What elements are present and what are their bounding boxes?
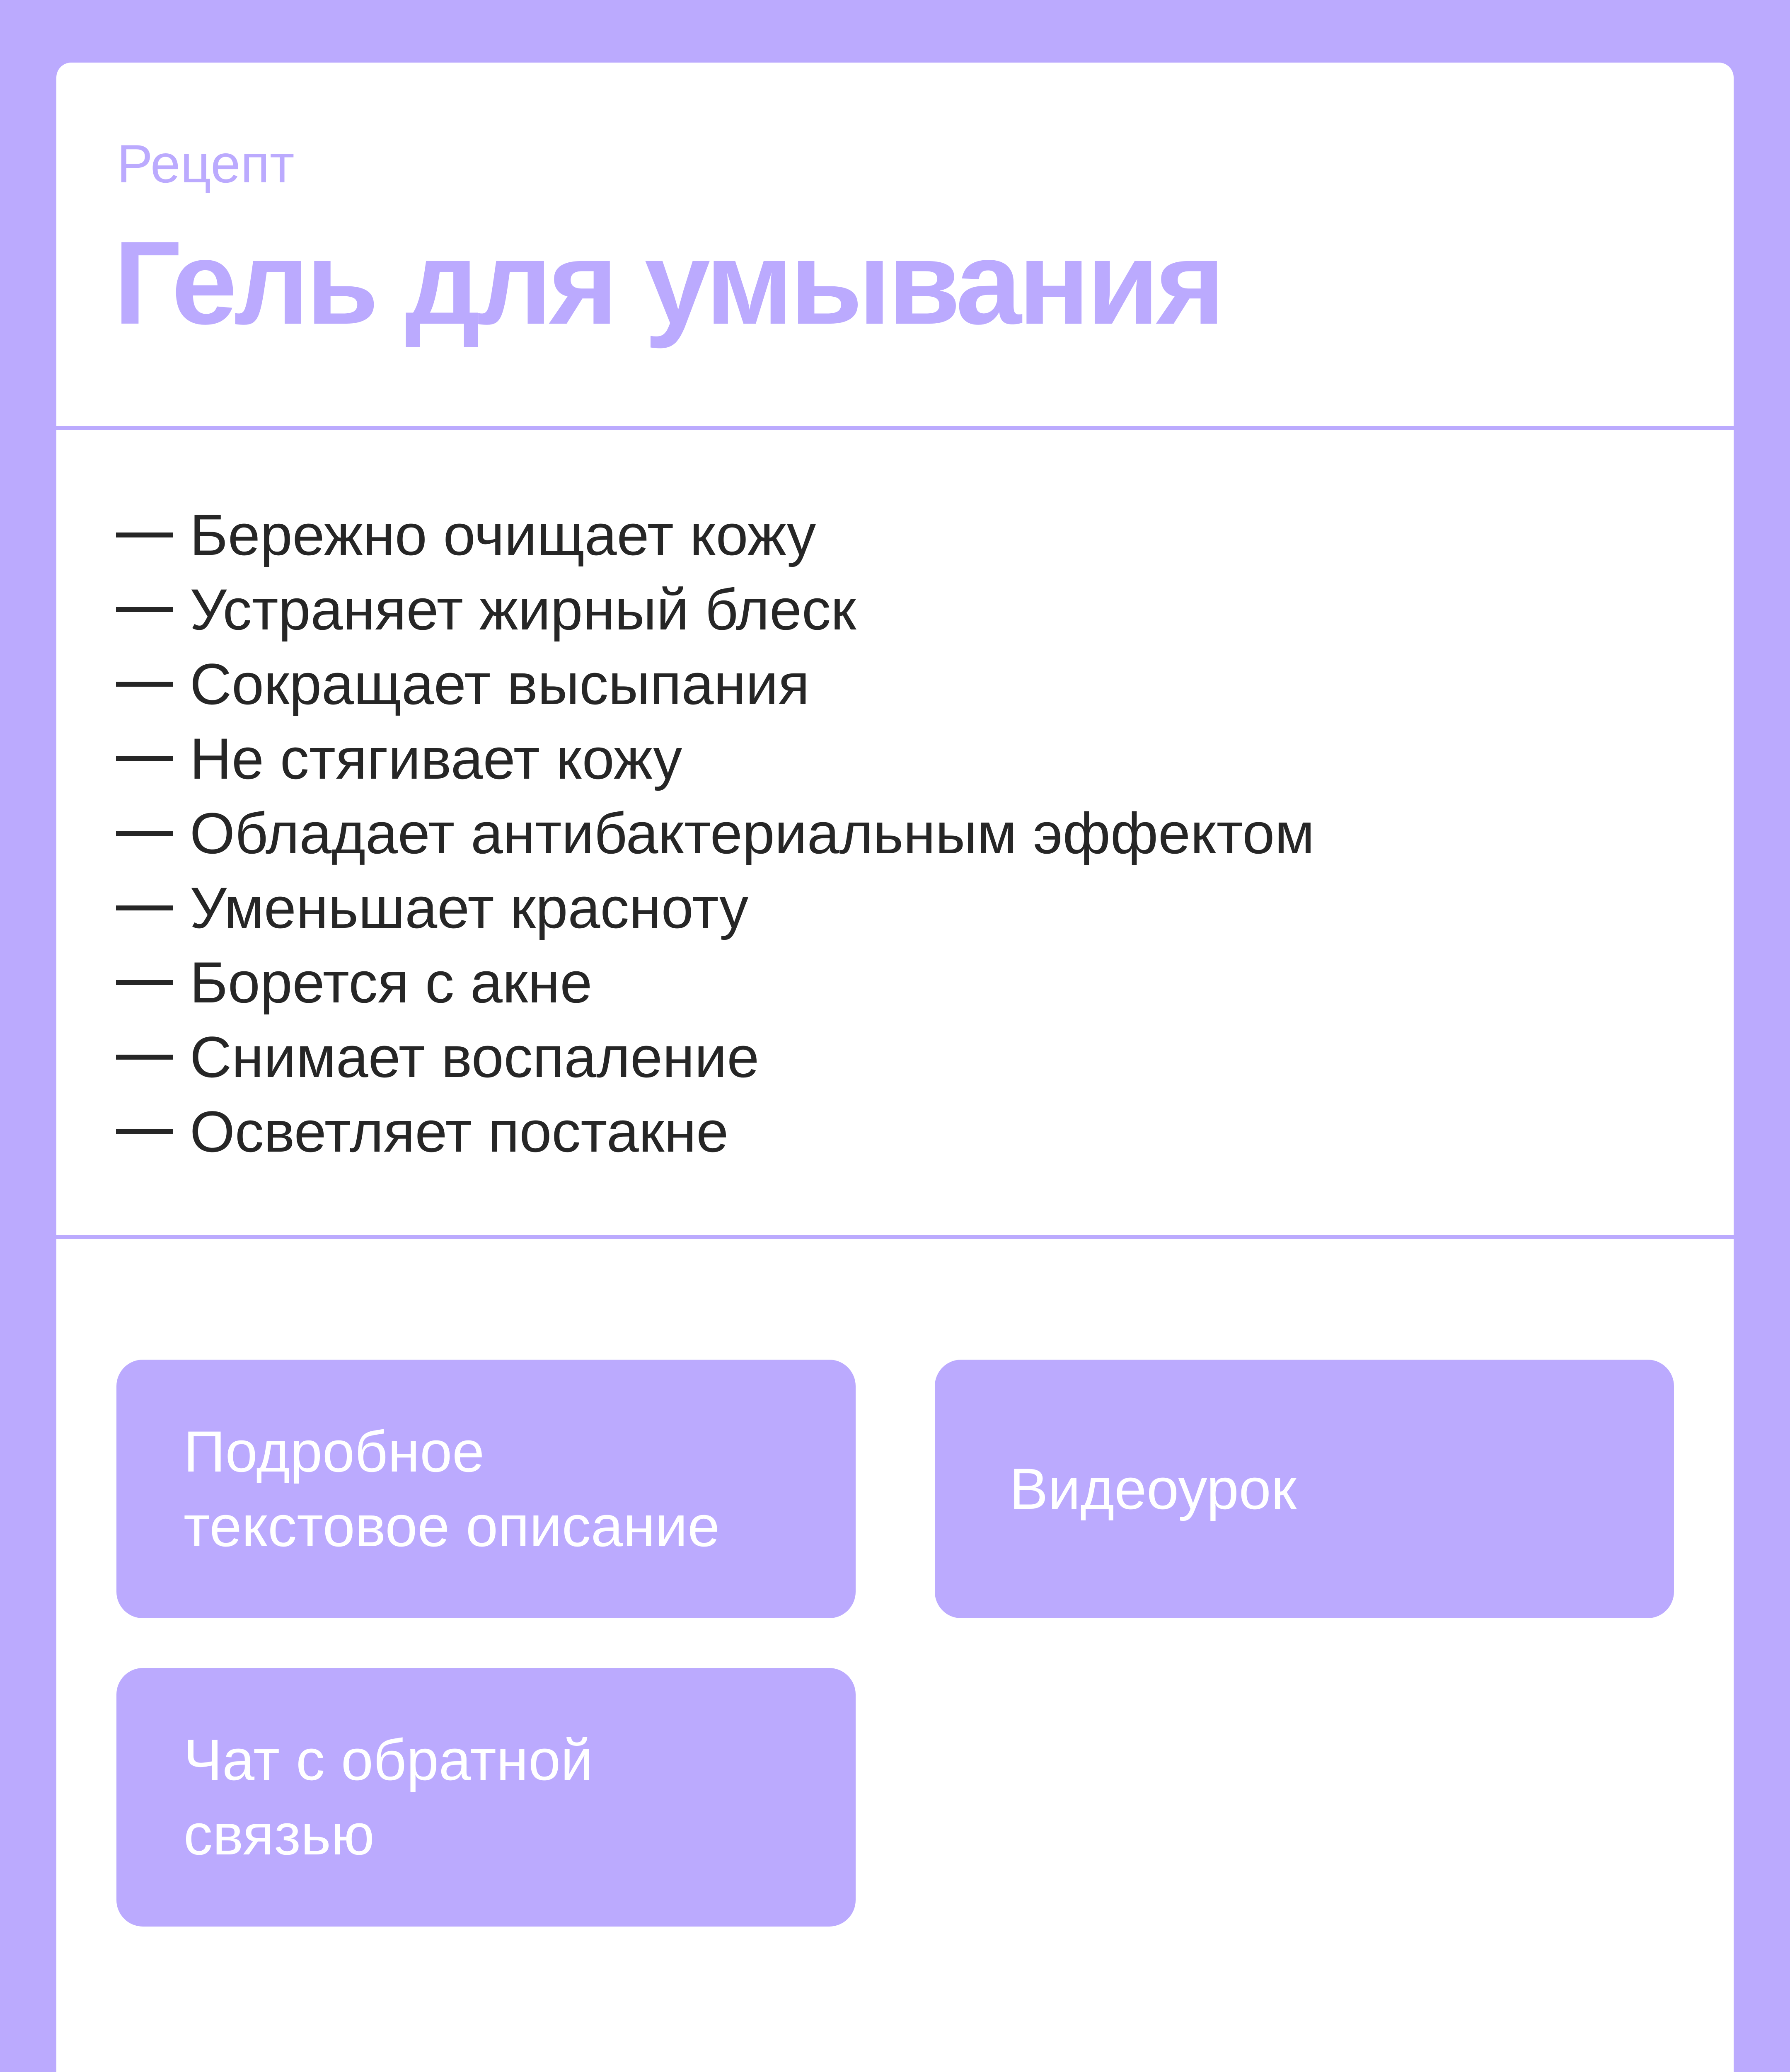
dash-icon [116,1055,173,1060]
dash-icon [116,980,173,985]
benefit-text: Устраняет жирный блеск [190,577,856,642]
benefit-text: Борется с акне [190,950,593,1015]
text-description-label: Подробное текстовое описание [184,1419,720,1559]
dash-icon [116,831,173,836]
recipe-eyebrow: Рецепт [117,133,295,194]
benefit-text: Снимает воспаление [190,1024,760,1089]
text-description-button[interactable] [116,1360,856,1618]
benefits-list [116,498,1314,1169]
benefit-text: Бережно очищает кожу [190,502,816,567]
benefit-text: Сокращает высыпания [190,651,810,716]
recipe-card [56,63,1734,2072]
benefit-text: Обладает антибактериальным эффектом [190,801,1315,866]
dash-icon [116,905,173,910]
video-lesson-label: Видеоурок [1009,1456,1297,1521]
dash-icon [116,607,173,612]
dash-icon [116,682,173,687]
benefit-item [116,945,1314,1020]
dash-icon [116,1129,173,1134]
dash-icon [116,533,173,537]
bottom-divider [56,1235,1734,1239]
feedback-chat-label: Чат с обратной связью [184,1727,593,1867]
benefit-item [116,498,1314,572]
benefit-item [116,1094,1314,1169]
benefit-item [116,1020,1314,1094]
feedback-chat-button[interactable] [116,1668,856,1927]
top-divider [56,426,1734,430]
dash-icon [116,756,173,761]
benefit-text: Не стягивает кожу [190,726,682,791]
benefit-item [116,647,1314,721]
benefit-item [116,796,1314,871]
benefit-item [116,572,1314,647]
video-lesson-button[interactable] [935,1360,1674,1618]
benefit-text: Уменьшает красноту [190,875,749,940]
page-title: Гель для умывания [114,216,1222,349]
benefit-text: Осветляет постакне [190,1099,729,1164]
benefit-item [116,871,1314,945]
benefit-item [116,721,1314,796]
